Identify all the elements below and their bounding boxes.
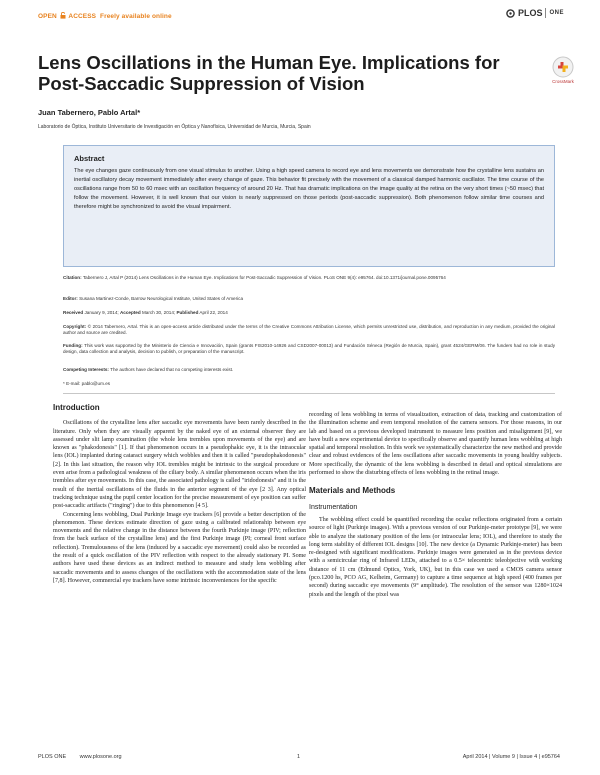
citation: Citation: Tabernero J, Artal P (2014) Lens Oscillations in the Human Eye. Implications for Post-Saccadic Suppression of Vision. PLoS ONE 9(4): e95764. doi:10.1371/journal.pone.0095764 (63, 275, 446, 280)
article-title: Lens Oscillations in the Human Eye. Implications for Post-Saccadic Suppression of Vision (38, 52, 500, 94)
instrumentation-paragraph: The wobbling effect could be quantified recording the ocular reflections originated from a certain source of light (Purkinje images). With a previous version of our Purkinje-meter prototype [9], we were able to analyze the stationary position of the lens (or intraocular lens; IOL), and therefore to study the long term stability of different IOL designs [10]. The new device (a Dynamic Purkinje-meter) has been re-designed with significant modifications. Purkinje images were generated as in the previous device with a semicircular ring of Infrared LEDs, attached to a 0.5× telecentric teleobjective with working distance of 11 cm (Edmund Optics, York, UK), but in this case we used a CMOS camera sensor (pco.1200 hs, PCO AG, Kelheim, Germany) to capture a time sequence at high speed (400 frames per second) during saccadic eye movements (9° amplitude). The resolution of the sensor was 1280×1024 pixels and the length of the pixel was (309, 516, 562, 598)
open-lock-icon (60, 12, 66, 19)
plos-logo-icon (506, 9, 515, 18)
footer-journal: PLOS ONE www.plosone.org (38, 754, 122, 760)
footer-issue: April 2014 | Volume 9 | Issue 4 | e95764 (462, 754, 560, 760)
crossmark-icon (552, 56, 574, 78)
crossmark-badge[interactable] (548, 56, 578, 84)
methods-heading: Materials and Methods (309, 486, 396, 496)
intro-paragraph-3: recording of lens wobbling in terms of visualization, extraction of data, tracking and customization of the illumination scheme and even temporal resolution of the camera sensors. For those reasons, in our lab and based on a previous developed instrument to measure lens position and misalignment [9], we have built a new experimental device to specifically observe and quantify human lens wobbling at high spatial and temporal resolution. In this work we systematically characterize the new method and provide clear and robust evidences of the lens oscillations after saccadic movements in young healthy subjects. More specifically, the dynamic of the lens wobbling is described in detail and optical simulations are performed to show the disturbing effects of lens wobbling in the retinal image. (309, 412, 562, 477)
meta-divider (63, 393, 555, 394)
affiliation: Laboratorio de Óptica, Instituto Universitario de Investigación en Óptica y Nanofísica, Universidad de Murcia, Murcia, Spain (38, 124, 311, 130)
page-number: 1 (297, 754, 301, 760)
abstract-box (63, 145, 555, 267)
authors: Juan Tabernero, Pablo Artal* (38, 108, 141, 117)
competing-interests: Competing Interests: The authors have declared that no competing interests exist. (63, 367, 234, 372)
funding: Funding: This work was supported by the Ministerio de Ciencia e Innovación, Spain (grants FIS2010-14926 and CSD2007-00013) and Fundación Séneca (Región de Murcia, Spain), grant 4524/GERM/06. The funders had no role in study design, data collection and analysis, decision to publish, or preparation of the manuscript. (63, 343, 555, 355)
corresponding-email[interactable]: * E-mail: pablo@um.es (63, 381, 111, 386)
crossmark-label: CrossMark (552, 79, 574, 84)
intro-heading: Introduction (53, 403, 100, 412)
abstract-text: The eye changes gaze continuously from one visual stimulus to another. Using a high speed camera to record eye and lens movements we demonstrate how the crystalline lens sustains an inertial oscillatory decay movement immediately after every change of gaze. This behavior fit precisely with the movement of a classical damped harmonic oscillator. The time course of the oscillations range from 50 to 60 msec with an oscillation frequency of around 20 Hz. That has dramatic implications on the image quality at the retina on the very short times (~50 msec) that follow the movement. However, it is well known that our vision is nearly suppressed on those periods (post-saccadic suppression). Both phenomenon follow similar time courses and therefore might be synchronized to avoid the visual impairment. (74, 168, 544, 210)
intro-paragraph-1: Oscillations of the crystalline lens after saccadic eye movements have been rarely described in the literature. Only when they are visually apparent by the naked eye of an external observer they are assessed under slit lamp examination (the whole lens trembles upon movements of the eye) and are known as "phakodonesis" [1]. If that phenomenon occurs in a pseudophakic eye, it is the intraocular lens (IOL) implanted during cataract surgery which wobbles and then it is called "pseudophakodonesis" [2]. In this last situation, the reason why IOL trembles might be intrinsic to the surgical procedure or even arise from a pathological weakness of the ciliary body. A similar phenomenon occurs when the iris trembles after eye movements. In this case, the associated pathology is called "iridodonesis" and it is the result of the inertial oscillations of the fluids in the anterior segment of the eye [2 3]. Any optical tracking technique using the pupil center location for the precise measurement of eye position can suffer post-saccadic artifacts ("ringing") due to this phenomenon [4 5]. (53, 420, 306, 510)
plos-one-logo[interactable]: PLOS ONE (506, 8, 564, 18)
freely-available-label: Freely available online (100, 13, 172, 20)
abstract-heading: Abstract (74, 154, 105, 163)
copyright: Copyright: © 2014 Tabernero, Artal. This is an open-access article distributed under the terms of the Creative Commons Attribution License, which permits unrestricted use, distribution, and reproduction in any medium, provided the original author and source are credited. (63, 324, 555, 336)
right-column (309, 411, 562, 599)
left-column (53, 404, 306, 585)
footer-url[interactable]: www.plosone.org (79, 754, 122, 760)
open-access-badge: OPEN ACCESS Freely available online (38, 13, 172, 20)
instrumentation-heading: Instrumentation (309, 503, 358, 511)
intro-paragraph-2: Concerning lens wobbling, Dual Purkinje Image eye trackers [6] provide a better description of the phenomenon. These devices estimate direction of gaze using a calibrated relationship between eye movements and the relative change in the distance between the fourth Purkinje image (PIV; reflection from the back surface of the crystalline lens) and the first Purkinje image (PI; corneal front surface reflection). Tremulousness of the lens (induced by a saccadic eye movement) could also be recorded as the result of a quick oscillation of the PIV reflection with respect to the already stationary PI. Some authors have used these devices as an indirect method to measure and study lens wobbling after saccadic movements and to assess changes of the oscillations with the accommodation state of the lens [7,8]. However, commercial eye trackers have some intrinsic inconveniences for the specific (53, 511, 306, 584)
dates: Received January 9, 2014; Accepted March 30, 2014; Published April 22, 2014 (63, 310, 228, 315)
editor: Editor: Susana Martinez-Conde, Barrow Neurological Institute, United States of America (63, 296, 244, 301)
